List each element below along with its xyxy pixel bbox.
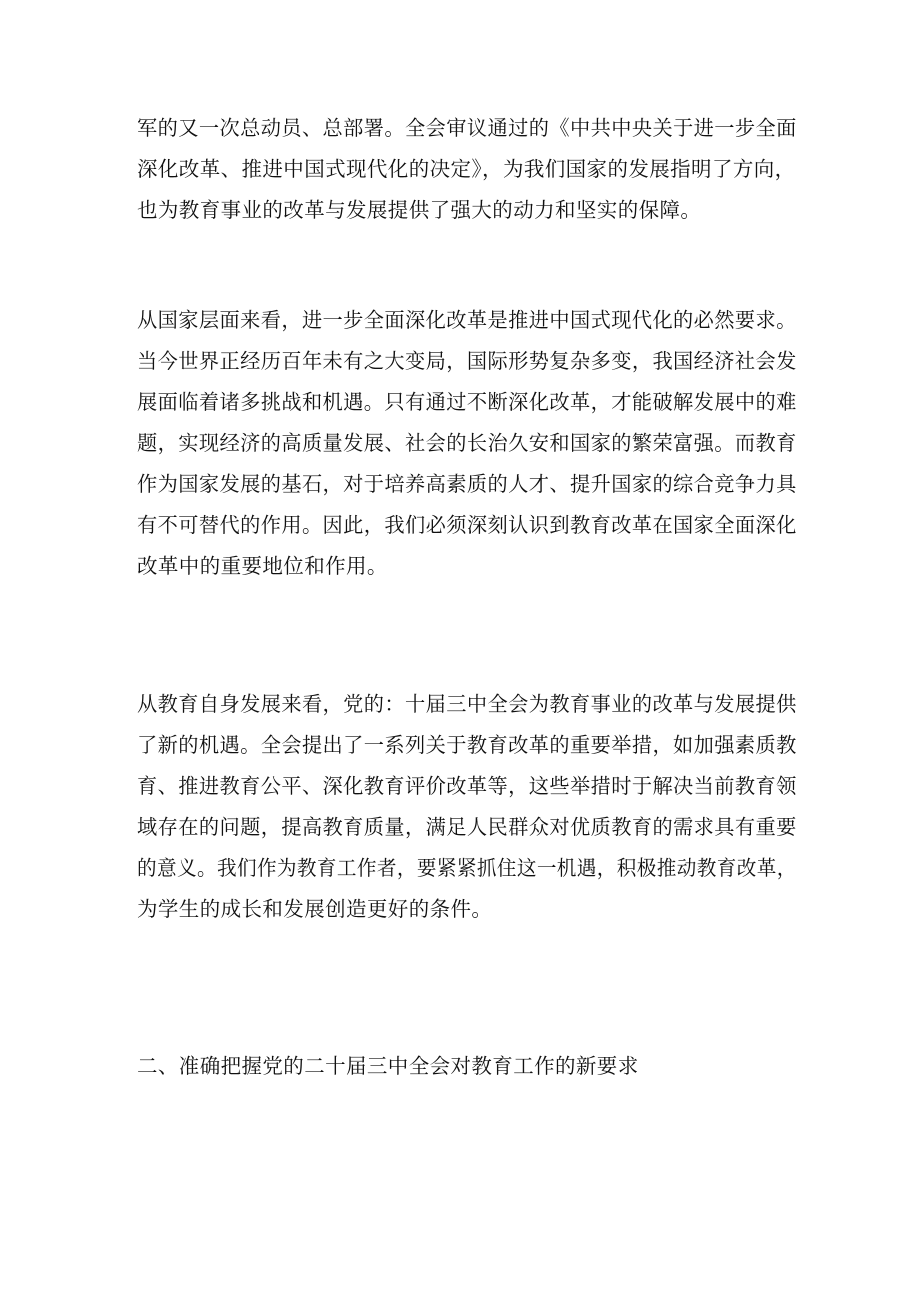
paragraph-line: 深化改革、推进中国式现代化的决定》，为我们国家的发展指明了方向，: [137, 157, 796, 181]
section-heading-text: 二、准确把握党的二十届三中全会对教育工作的新要求: [137, 1054, 639, 1078]
paragraph-line: 当今世界正经历百年未有之大变局，国际形势复杂多变，我国经济社会发: [137, 349, 797, 373]
paragraph-line: 从教育自身发展来看，党的：十届三中全会为教育事业的改革与发展提供: [137, 692, 797, 716]
paragraph-line: 为学生的成长和发展创造更好的条件。: [137, 897, 493, 921]
paragraph-3: [137, 684, 797, 930]
paragraph-line: 改革中的重要地位和作用。: [137, 554, 388, 578]
paragraph-line: 有不可替代的作用。因此，我们必须深刻认识到教育改革在国家全面深化: [137, 513, 797, 537]
paragraph-line: 题，实现经济的高质量发展、社会的长治久安和国家的繁荣富强。而教育: [137, 431, 797, 455]
paragraph-line: 也为教育事业的改革与发展提供了强大的动力和坚实的保障。: [137, 198, 702, 222]
paragraph-1: [137, 108, 797, 231]
paragraph-2: [137, 300, 797, 587]
paragraph-line: 军的又一次总动员、总部署。全会审议通过的《中共中央关于进一步全面: [137, 116, 797, 140]
paragraph-line: 从国家层面来看，进一步全面深化改革是推进中国式现代化的必然要求。: [137, 308, 797, 332]
paragraph-line: 的意义。我们作为教育工作者，要紧紧抓住这一机遇，积极推动教育改革，: [137, 856, 797, 880]
paragraph-line: 作为国家发展的基石，对于培养高素质的人才、提升国家的综合竞争力具: [137, 472, 797, 496]
paragraph-line: 域存在的问题，提高教育质量，满足人民群众对优质教育的需求具有重要: [137, 815, 797, 839]
section-heading: [137, 1046, 797, 1087]
paragraph-line: 了新的机遇。全会提出了一系列关于教育改革的重要举措，如加强素质教: [137, 733, 797, 757]
paragraph-line: 育、推进教育公平、深化教育评价改革等，这些举措时于解决当前教育领: [137, 774, 797, 798]
paragraph-line: 展面临着诸多挑战和机遇。只有通过不断深化改革，才能破解发展中的难: [137, 390, 797, 414]
